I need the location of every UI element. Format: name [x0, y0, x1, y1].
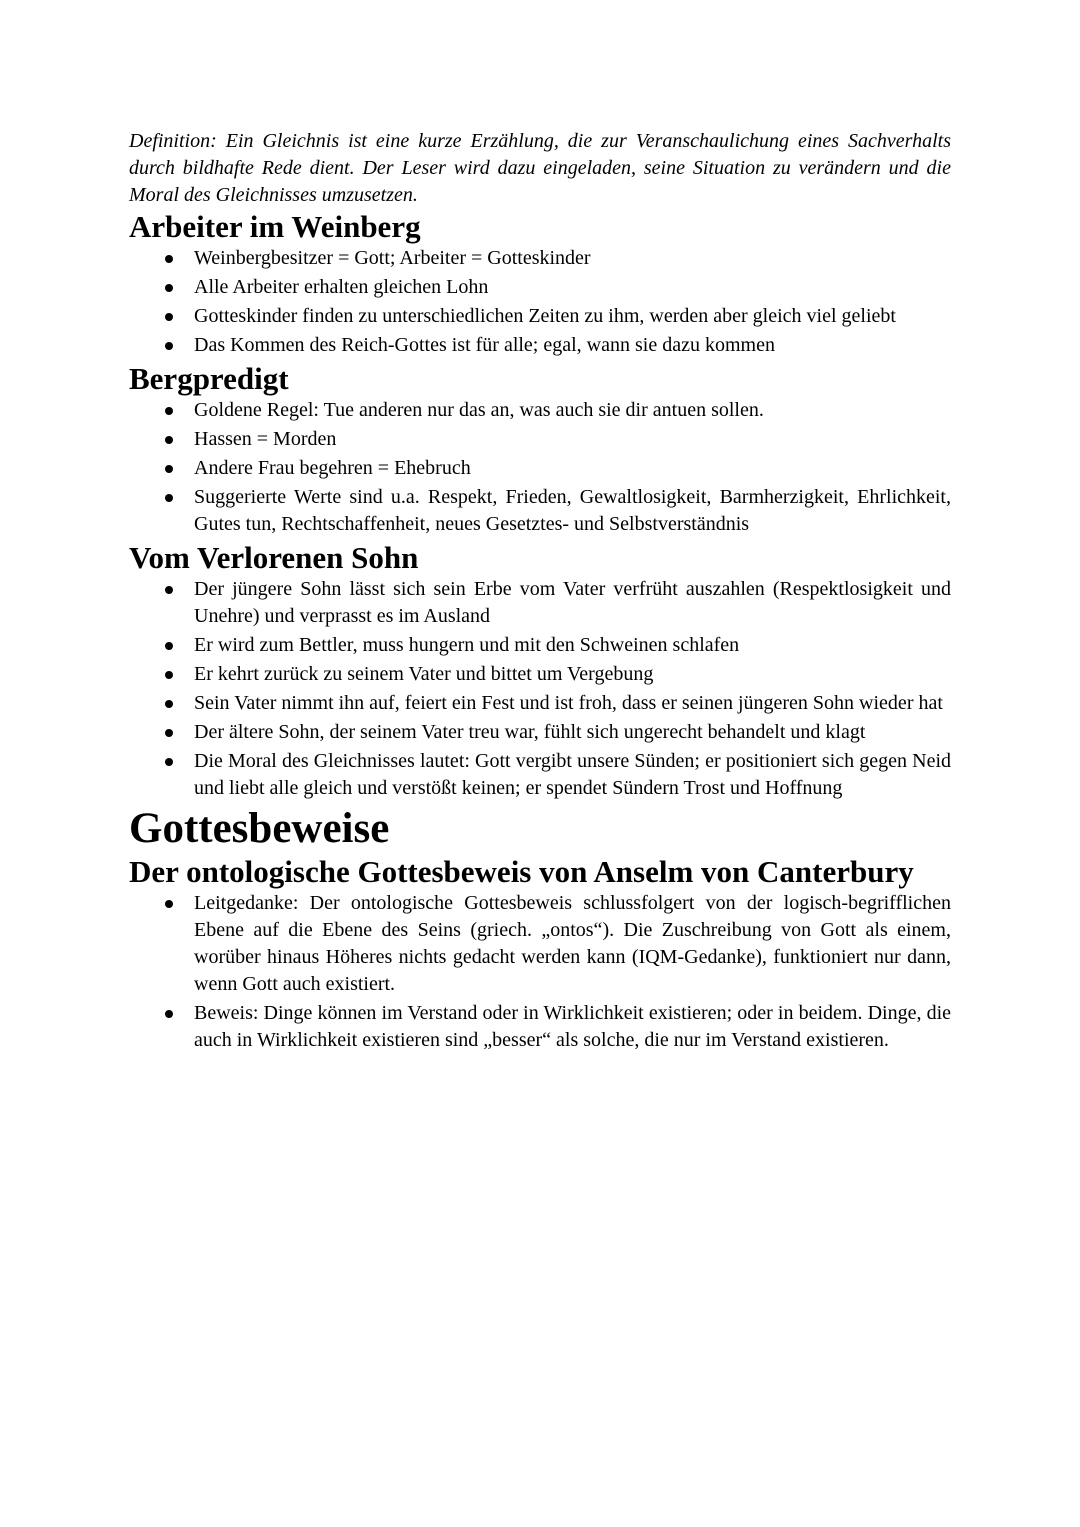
list-item: Suggerierte Werte sind u.a. Respekt, Frieden, Gewaltlosigkeit, Barmherzigkeit, Ehrlichkeit, Gutes tun, Rechtschaffenheit, neues Gesetztes- und Selbstverständnis — [129, 484, 951, 538]
bullet-icon — [165, 255, 173, 263]
heading-ontologischer-gottesbeweis: Der ontologische Gottesbeweis von Anselm von Canterbury — [129, 854, 914, 889]
heading-gottesbeweise: Gottesbeweise — [129, 805, 390, 852]
list-item: Andere Frau begehren = Ehebruch — [129, 455, 951, 482]
list-item: Weinbergbesitzer = Gott; Arbeiter = Gotteskinder — [129, 245, 951, 272]
bullet-icon — [165, 465, 173, 473]
list-ontologischer-gottesbeweis — [129, 890, 951, 1054]
list-item: Er wird zum Bettler, muss hungern und mit den Schweinen schlafen — [129, 632, 951, 659]
list-item: Goldene Regel: Tue anderen nur das an, was auch sie dir antuen sollen. — [129, 397, 951, 424]
list-item: Gotteskinder finden zu unterschiedlichen Zeiten zu ihm, werden aber gleich viel geliebt — [129, 303, 951, 330]
list-item: Der ältere Sohn, der seinem Vater treu war, fühlt sich ungerecht behandelt und klagt — [129, 719, 951, 746]
bullet-icon — [165, 642, 173, 650]
bullet-icon — [165, 284, 173, 292]
list-item: Sein Vater nimmt ihn auf, feiert ein Fest und ist froh, dass er seinen jüngeren Sohn wieder hat — [129, 690, 951, 717]
bullet-icon — [165, 436, 173, 444]
list-item: Die Moral des Gleichnisses lautet: Gott vergibt unsere Sünden; er positioniert sich gegen Neid und liebt alle gleich und verstößt keinen; er spendet Sündern Trost und Hoffnung — [129, 748, 951, 802]
list-item: Alle Arbeiter erhalten gleichen Lohn — [129, 274, 951, 301]
bullet-icon — [165, 671, 173, 679]
heading-vom-verlorenen-sohn: Vom Verlorenen Sohn — [129, 540, 419, 575]
bullet-icon — [165, 407, 173, 415]
list-item: Das Kommen des Reich-Gottes ist für alle; egal, wann sie dazu kommen — [129, 332, 951, 359]
heading-bergpredigt: Bergpredigt — [129, 361, 289, 396]
bullet-icon — [165, 586, 173, 594]
list-verlorener-sohn — [129, 576, 951, 802]
bullet-icon — [165, 1010, 173, 1018]
bullet-icon — [165, 700, 173, 708]
list-item: Leitgedanke: Der ontologische Gottesbeweis schlussfolgert von der logisch-begrifflichen Ebene auf die Ebene des Seins (griech. „ontos“). Die Zuschreibung von Gott als einem, worüber hinaus Höheres nichts gedacht werden kann (IQM-Gedanke), funktioniert nur dann, wenn Gott auch existiert. — [129, 890, 951, 998]
list-weinberg — [129, 245, 951, 359]
bullet-icon — [165, 494, 173, 502]
list-item: Hassen = Morden — [129, 426, 951, 453]
bullet-icon — [165, 342, 173, 350]
bullet-icon — [165, 729, 173, 737]
bullet-icon — [165, 900, 173, 908]
bullet-icon — [165, 313, 173, 321]
list-item: Der jüngere Sohn lässt sich sein Erbe vom Vater verfrüht auszahlen (Respektlosigkeit und Unehre) und verprasst es im Ausland — [129, 576, 951, 630]
list-item: Er kehrt zurück zu seinem Vater und bittet um Vergebung — [129, 661, 951, 688]
list-item: Beweis: Dinge können im Verstand oder in Wirklichkeit existieren; oder in beidem. Dinge, die auch in Wirklichkeit existieren sind „besser“ als solche, die nur im Verstand existieren. — [129, 1000, 951, 1054]
heading-arbeiter-im-weinberg: Arbeiter im Weinberg — [129, 209, 421, 244]
definition-paragraph: Definition: Ein Gleichnis ist eine kurze Erzählung, die zur Veranschaulichung eines Sachverhalts durch bildhafte Rede dient. Der Leser wird dazu eingeladen, seine Situation zu verändern und die Moral des Gleichnisses umzusetzen. — [129, 130, 951, 206]
document-page — [129, 128, 951, 1056]
bullet-icon — [165, 758, 173, 766]
list-bergpredigt — [129, 397, 951, 538]
